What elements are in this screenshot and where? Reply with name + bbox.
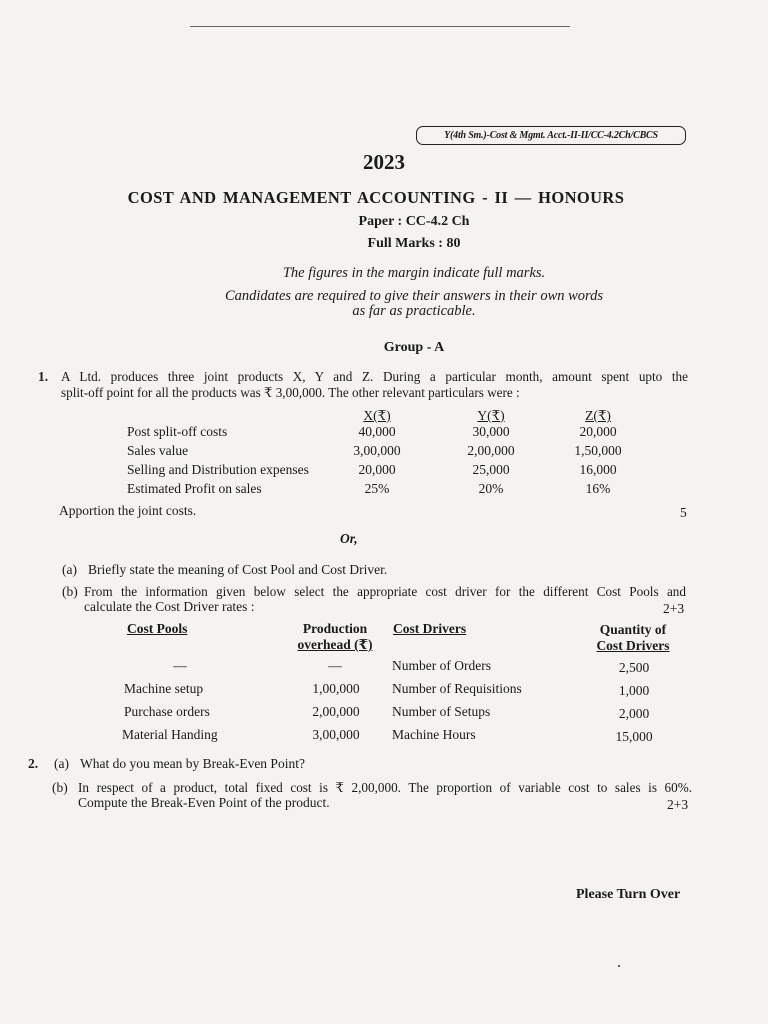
table-cell: 16% <box>585 481 611 496</box>
table-cell: 3,00,000 <box>312 727 360 742</box>
table-cell: Number of Requisitions <box>392 681 522 696</box>
instruction-1: The figures in the margin indicate full marks. <box>282 265 546 281</box>
table-cell: 2,00,000 <box>467 443 515 458</box>
paper-code: Paper : CC-4.2 Ch <box>358 214 470 229</box>
marks: 2+3 <box>663 601 685 616</box>
sub-question-label: (a) <box>62 562 77 577</box>
group-heading: Group - A <box>383 340 445 355</box>
row-label: Estimated Profit on sales <box>127 481 262 496</box>
please-turn-over: Please Turn Over <box>576 887 681 902</box>
column-header: Cost Drivers <box>393 621 467 636</box>
table-cell: Machine setup <box>124 681 204 696</box>
column-header: Z(₹) <box>585 408 611 423</box>
question-instruction: Apportion the joint costs. <box>59 503 197 518</box>
paper-code-box: Y(4th Sm.)-Cost & Mgmt. Acct.-II-II/CC-4.2Ch/CBCS <box>416 126 686 145</box>
table-cell: 1,000 <box>618 683 650 698</box>
sub-question-text: calculate the Cost Driver rates : <box>84 599 255 614</box>
table-cell: 25% <box>364 481 390 496</box>
sub-question-text: In respect of a product, total fixed cost is ₹ 2,00,000. The proportion of variable cost to sales is 60%. <box>78 780 692 795</box>
sub-question-text: From the information given below select the appropriate cost driver for the different Cost Pools and <box>84 584 686 599</box>
exam-title: COST AND MANAGEMENT ACCOUNTING - II — HONOURS <box>127 188 625 207</box>
table-cell: 40,000 <box>358 424 396 439</box>
column-header: X(₹) <box>363 408 391 423</box>
table-cell: 20,000 <box>579 424 617 439</box>
column-header: Y(₹) <box>477 408 505 423</box>
table-cell: Number of Setups <box>392 704 491 719</box>
marks: 2+3 <box>667 797 689 812</box>
table-cell: 1,50,000 <box>574 443 622 458</box>
sub-question-text: Briefly state the meaning of Cost Pool and Cost Driver. <box>88 562 388 577</box>
sub-question-label: (b) <box>52 780 68 795</box>
table-cell: 2,00,000 <box>312 704 360 719</box>
column-header: Cost Pools <box>127 621 188 636</box>
instruction-2: Candidates are required to give their answers in their own words <box>224 288 604 304</box>
table-cell: 16,000 <box>579 462 617 477</box>
table-cell: 20% <box>478 481 504 496</box>
sub-question-label: (b) <box>62 584 78 599</box>
table-cell: — <box>173 658 187 673</box>
table-cell: 3,00,000 <box>353 443 401 458</box>
full-marks: Full Marks : 80 <box>367 236 461 251</box>
table-cell: 1,00,000 <box>312 681 360 696</box>
column-header: Quantity of <box>599 622 667 637</box>
row-label: Post split-off costs <box>127 424 228 439</box>
top-rule <box>190 26 570 27</box>
table-cell: Machine Hours <box>392 727 476 742</box>
column-header: Cost Drivers <box>596 638 670 653</box>
table-cell: — <box>328 658 342 673</box>
column-header: Production <box>302 621 368 636</box>
table-cell: 30,000 <box>472 424 510 439</box>
table-cell: 2,000 <box>618 706 650 721</box>
table-cell: Material Handing <box>122 727 218 742</box>
question-text: split-off point for all the products was ₹ 3,00,000. The other relevant particulars were : <box>61 385 520 400</box>
table-cell: 2,500 <box>618 660 650 675</box>
speck <box>618 965 620 967</box>
row-label: Selling and Distribution expenses <box>127 462 309 477</box>
sub-question-text: Compute the Break-Even Point of the product. <box>78 795 330 810</box>
table-cell: 15,000 <box>615 729 653 744</box>
question-number: 1. <box>38 369 49 384</box>
sub-question-text: What do you mean by Break-Even Point? <box>80 756 305 771</box>
table-cell: Purchase orders <box>124 704 210 719</box>
exam-year: 2023 <box>363 150 405 174</box>
instruction-3: as far as practicable. <box>352 303 476 319</box>
sub-question-label: (a) <box>54 756 69 771</box>
table-cell: 20,000 <box>358 462 396 477</box>
question-text: A Ltd. produces three joint products X, Y and Z. During a particular month, amount spent upto the <box>61 369 688 384</box>
question-number: 2. <box>28 756 39 771</box>
table-cell: Number of Orders <box>392 658 491 673</box>
row-label: Sales value <box>127 443 189 458</box>
table-cell: 25,000 <box>472 462 510 477</box>
or-separator: Or, <box>340 531 358 546</box>
marks: 5 <box>680 505 687 520</box>
column-header: overhead (₹) <box>297 637 373 652</box>
